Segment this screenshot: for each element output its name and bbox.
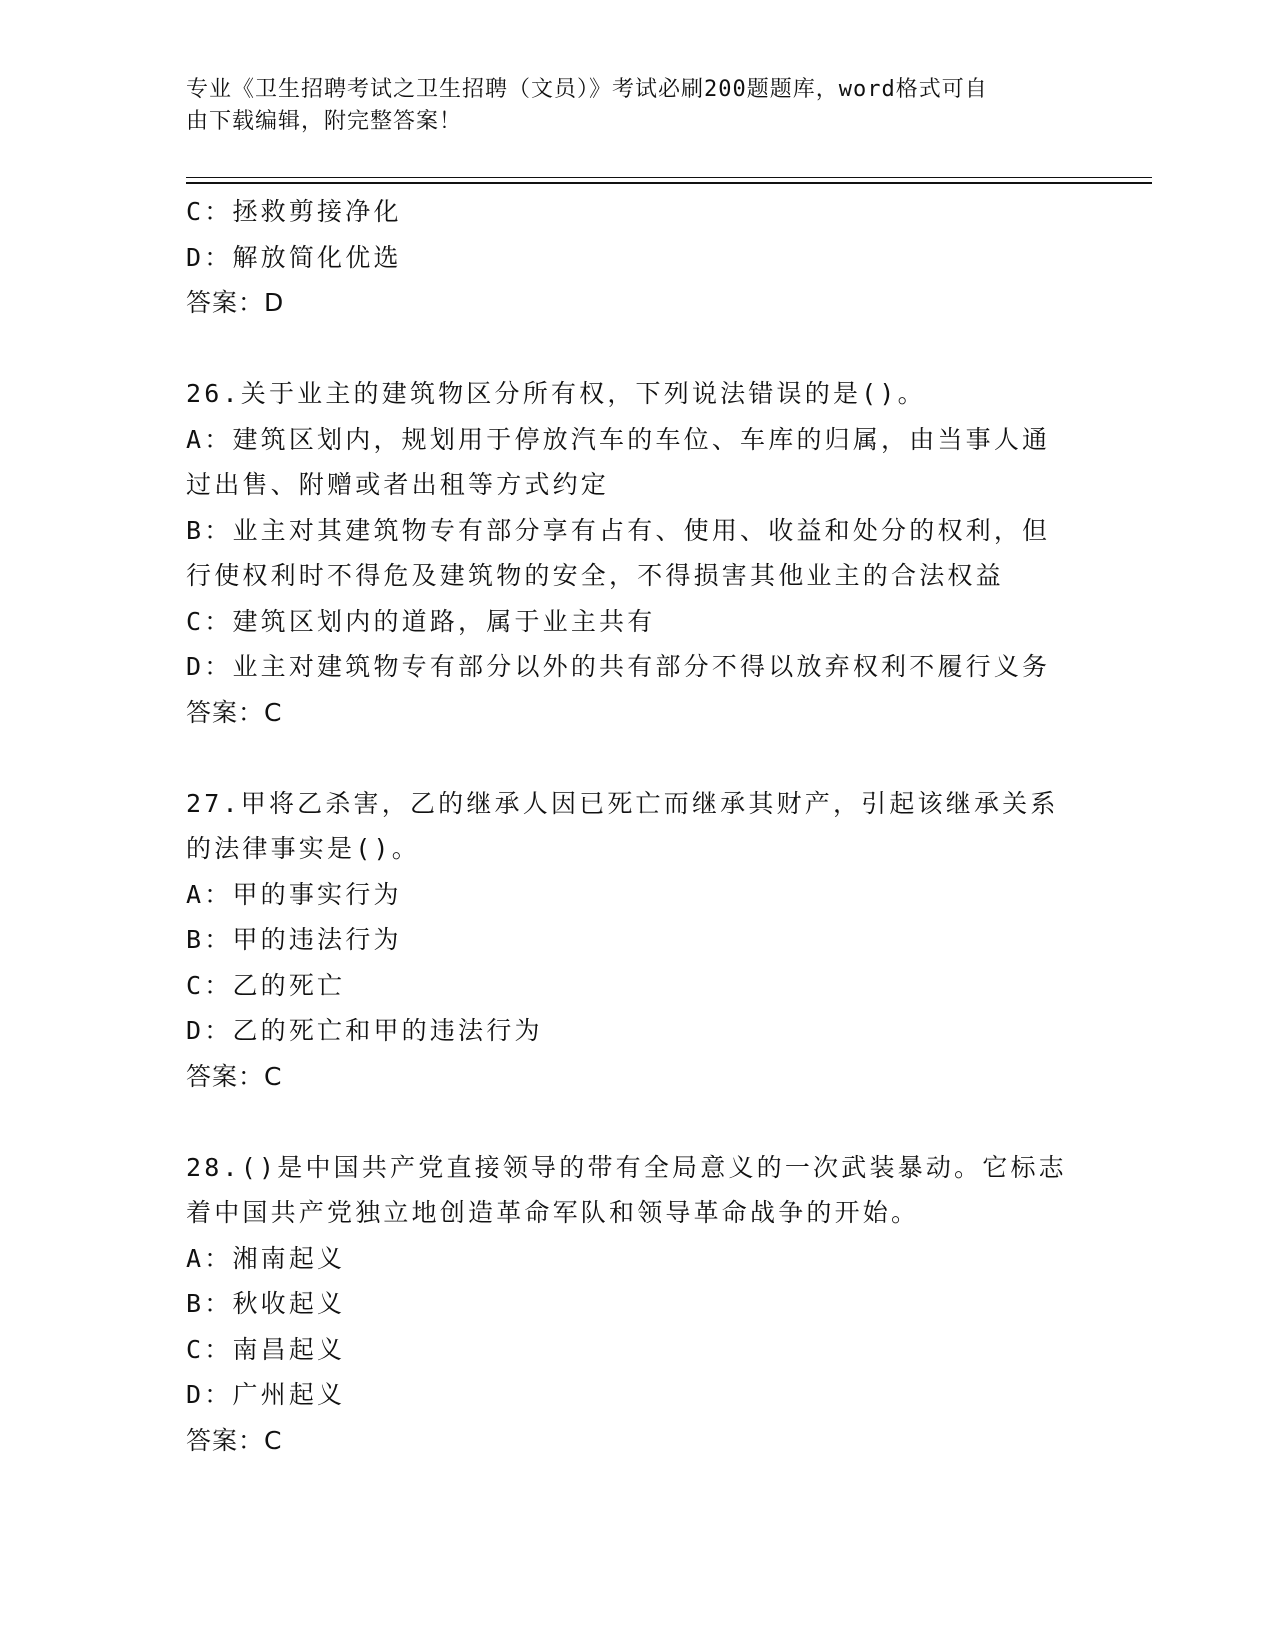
header-line-2: 由下载编辑，附完整答案！ xyxy=(186,109,463,134)
question-stem-line-2: 着中国共产党独立地创造革命军队和领导革命战争的开始。 xyxy=(186,1198,920,1227)
spacer xyxy=(186,326,1076,372)
question-stem-line-1: 28.()是中国共产党直接领导的带有全局意义的一次武装暴动。它标志 xyxy=(186,1152,1067,1182)
answer: 答案：D xyxy=(186,288,285,317)
option-d: D：广州起义 xyxy=(186,1380,346,1409)
option-b-line-2: 行使权利时不得危及建筑物的安全，不得损害其他业主的合法权益 xyxy=(186,561,1004,590)
option-a-line-1: A：建筑区划内，规划用于停放汽车的车位、车库的归属，由当事人通 xyxy=(186,424,1051,454)
question-28 xyxy=(186,1145,1076,1464)
option-d: D：解放简化优选 xyxy=(186,242,402,272)
option-d: D：乙的死亡和甲的违法行为 xyxy=(186,1016,543,1045)
question-27 xyxy=(186,781,1076,1100)
header-divider-thin xyxy=(186,177,1152,178)
option-c: C：拯救剪接净化 xyxy=(186,197,402,226)
document-header xyxy=(186,74,1066,138)
question-stem: 26.关于业主的建筑物区分所有权，下列说法错误的是()。 xyxy=(186,379,926,408)
option-a: A：湘南起义 xyxy=(186,1243,346,1273)
spacer xyxy=(186,1099,1076,1145)
header-line-1: 专业《卫生招聘考试之卫生招聘（文员）》考试必刷200题题库，word格式可自 xyxy=(186,77,988,102)
question-26 xyxy=(186,371,1076,735)
header-divider-thick xyxy=(186,182,1152,184)
option-b: B：秋收起义 xyxy=(186,1289,346,1318)
answer: 答案：C xyxy=(186,1061,283,1091)
option-c: C：乙的死亡 xyxy=(186,970,346,1000)
question-25 xyxy=(186,189,1076,326)
option-a: A：甲的事实行为 xyxy=(186,879,402,909)
question-stem-line-2: 的法律事实是()。 xyxy=(186,834,420,863)
option-c: C：南昌起义 xyxy=(186,1334,346,1364)
option-d: D：业主对建筑物专有部分以外的共有部分不得以放弃权利不履行义务 xyxy=(186,652,1051,681)
question-list xyxy=(186,189,1076,1463)
answer: 答案：C xyxy=(186,1425,283,1455)
spacer xyxy=(186,735,1076,781)
option-b-line-1: B：业主对其建筑物专有部分享有占有、使用、收益和处分的权利，但 xyxy=(186,515,1051,545)
option-a-line-2: 过出售、附赠或者出租等方式约定 xyxy=(186,470,610,499)
question-stem-line-1: 27.甲将乙杀害，乙的继承人因已死亡而继承其财产，引起该继承关系 xyxy=(186,788,1059,818)
answer: 答案：C xyxy=(186,697,283,727)
option-b: B：甲的违法行为 xyxy=(186,925,402,954)
option-c: C：建筑区划内的道路，属于业主共有 xyxy=(186,606,656,636)
